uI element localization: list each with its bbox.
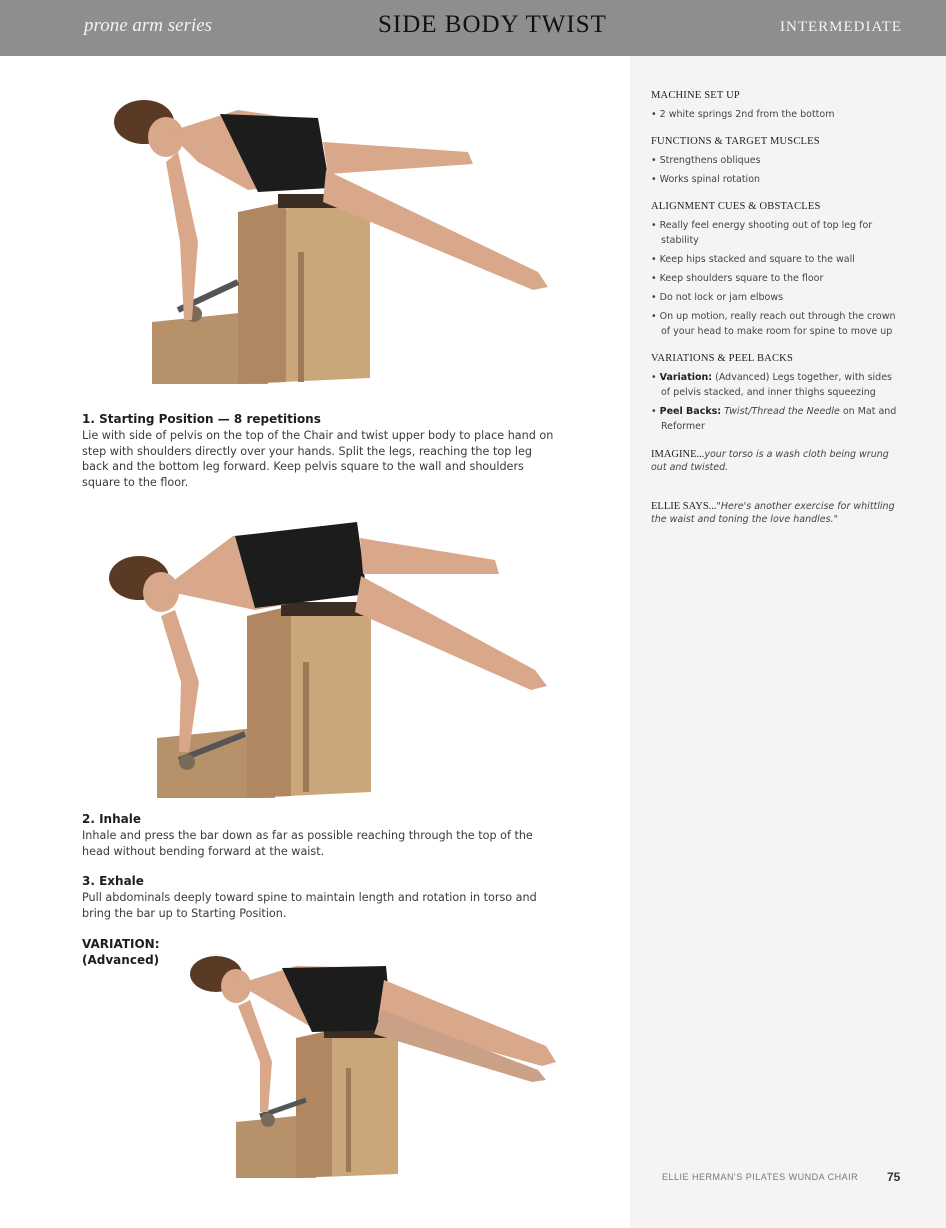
level-badge: INTERMEDIATE: [780, 19, 902, 35]
section-heading: VARIATIONS & PEEL BACKS: [651, 353, 793, 364]
step-title: 2. Inhale: [82, 812, 141, 826]
header-bar: [0, 0, 946, 56]
inhale-photo: [105, 512, 555, 802]
page-number: 75: [887, 1170, 901, 1184]
sidebar-content: [651, 90, 901, 552]
variation-label: VARIATION: (Advanced): [82, 937, 160, 967]
bullet-item: • 2 white springs 2nd from the bottom: [651, 109, 835, 120]
series-label: prone arm series: [84, 15, 213, 36]
imagine-note: IMAGINE...your torso is a wash cloth being wrung out and twisted.: [651, 449, 889, 473]
bullet-item: • Keep shoulders square to the floor: [651, 273, 824, 284]
step-body: Pull abdominals deeply toward spine to maintain length and rotation in torso and bring the bar up to Starting Position.: [82, 891, 537, 920]
bullet-item: • Strengthens obliques: [651, 155, 761, 166]
ellie-says-note: ELLIE SAYS..."Here's another exercise for whittling the waist and toning the love handles.": [651, 501, 895, 525]
bullet-item: • Peel Backs: Twist/Thread the Needle on Mat and Reformer: [651, 406, 897, 432]
variations-section: [651, 353, 901, 434]
bullet-item: • Variation: (Advanced) Legs together, with sides of pelvis stacked, and inner thighs squeezing: [651, 372, 893, 398]
exercise-title: SIDE BODY TWIST: [378, 11, 607, 38]
step-2: [82, 812, 562, 859]
bullet-item: • Really feel energy shooting out of top leg for stability: [651, 220, 873, 246]
section-heading: FUNCTIONS & TARGET MUSCLES: [651, 136, 820, 147]
section-heading: MACHINE SET UP: [651, 90, 740, 101]
step-1: [82, 412, 562, 490]
functions-section: [651, 136, 901, 187]
step-title: 3. Exhale: [82, 874, 144, 888]
bullet-item: • Keep hips stacked and square to the wall: [651, 254, 855, 265]
footer-book-title: ELLIE HERMAN'S PILATES WUNDA CHAIR: [662, 1172, 859, 1182]
bullet-item: • Works spinal rotation: [651, 174, 761, 185]
bullet-item: • On up motion, really reach out through the crown of your head to make room for spine to move up: [651, 311, 896, 337]
step-body: Lie with side of pelvis on the top of the Chair and twist upper body to place hand on step with shoulders directly over your hands. Split the legs, reaching the top leg back and the bottom leg forward. Keep pelvis square to the wall and shoulders square to the floor.: [82, 429, 554, 489]
alignment-section: [651, 201, 901, 339]
step-body: Inhale and press the bar down as far as possible reaching through the top of the head without bending forward at the waist.: [82, 829, 533, 858]
bullet-item: • Do not lock or jam elbows: [651, 292, 784, 303]
starting-position-photo: [108, 92, 558, 392]
step-title: 1. Starting Position — 8 repetitions: [82, 412, 321, 426]
variation-photo: [186, 950, 566, 1182]
section-heading: ALIGNMENT CUES & OBSTACLES: [651, 201, 821, 212]
step-3: [82, 874, 562, 921]
machine-setup-section: [651, 90, 901, 122]
